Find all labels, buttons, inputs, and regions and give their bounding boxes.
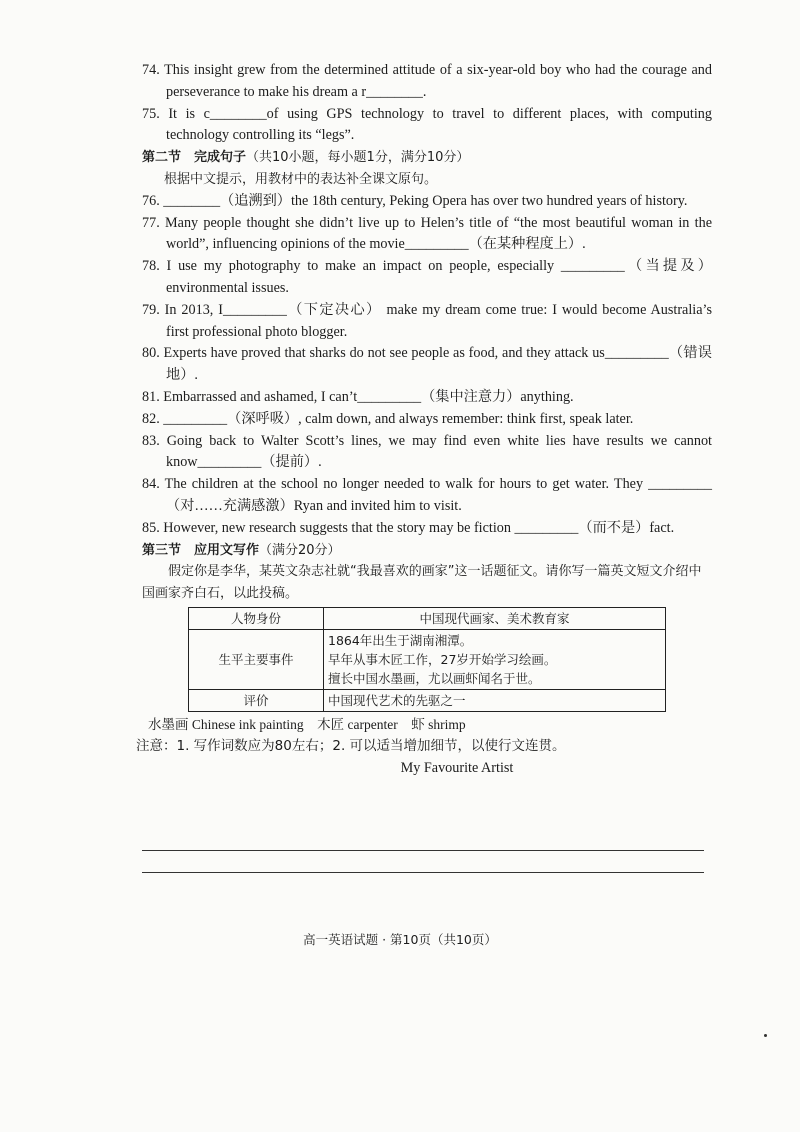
section2-title: 第二节 完成句子 (142, 150, 247, 166)
section2-instruction: 根据中文提示，用教材中的表达补全课文原句。 (164, 171, 438, 187)
row-label-evaluation: 评价 (189, 689, 324, 711)
scan-speck (764, 1034, 767, 1037)
event-line-3: 擅长中国水墨画，尤以画虾闻名于世。 (328, 670, 541, 686)
question-79: 79. In 2013, I_________（下定决心） make my dream come true: I would become Australia’s first professional photo blogger. (142, 301, 712, 340)
answer-line (142, 850, 704, 851)
question-83: 83. Going back to Walter Scott’s lines, we may find even white lies have results we cannot know_________（提前）. (142, 432, 712, 471)
row-value-evaluation: 中国现代艺术的先驱之一 (324, 689, 666, 711)
section3-heading (142, 540, 712, 562)
writing-notice: 注意：1. 写作词数应为80左右；2. 可以适当增加细节，以使行文连贯。 (136, 737, 566, 754)
question-81: 81. Embarrassed and ashamed, I can’t_________（集中注意力）anything. (142, 388, 574, 405)
question-76: 76. ________（追溯到）the 18th century, Peking Opera has over two hundred years of history. (142, 192, 688, 209)
info-table (188, 607, 666, 712)
question-74: 74. This insight grew from the determined attitude of a six-year-old boy who had the courage and perseverance to make his dream a r________. (142, 62, 712, 100)
row-value-events (324, 629, 666, 689)
question-84: 84. The children at the school no longer needed to walk for hours to get water. They _________（对……充满感激）Ryan and invited him to visit. (142, 476, 712, 514)
question-82: 82. _________（深呼吸）, calm down, and always remember: think first, speak later. (142, 410, 634, 427)
table-row (189, 629, 666, 689)
question-77: 77. Many people thought she didn’t live up to Helen’s title of “the most beautiful woman in the world”, influencing opinions of the movie_________（在某种程度上）. (142, 214, 712, 253)
answer-line (142, 872, 704, 873)
section2-note: （共10小题，每小题1分，满分10分） (246, 150, 470, 166)
question-78: 78. I use my photography to make an impact on people, especially _________（当提及）environmental issues. (142, 258, 712, 296)
section3-title: 第三节 应用文写作 (142, 542, 260, 558)
row-label-identity: 人物身份 (189, 607, 324, 629)
event-line-2: 早年从事木匠工作，27岁开始学习绘画。 (328, 651, 557, 667)
row-label-events: 生平主要事件 (189, 629, 324, 689)
event-line-1: 1864年出生于湖南湘潭。 (328, 632, 473, 648)
row-value-identity: 中国现代画家、美术教育家 (324, 607, 666, 629)
question-75: 75. It is c________of using GPS technology to travel to different places, with computing technology controlling its “legs”. (142, 105, 712, 144)
table-row (189, 607, 666, 629)
table-row (189, 689, 666, 711)
page-footer: 高一英语试题 · 第10页（共10页） (303, 932, 497, 947)
essay-title: My Favourite Artist (400, 759, 514, 776)
section3-prompt: 假定你是李华，某英文杂志社就“我最喜欢的画家”这一话题征文。请你写一篇英文短文介绍中国画家齐白石，以此投稿。 (142, 564, 702, 602)
section2-heading (142, 147, 712, 169)
question-85: 85. However, new research suggests that the story may be fiction _________（而不是）fact. (142, 519, 675, 536)
question-80: 80. Experts have proved that sharks do not see people as food, and they attack us_________（错误地）. (142, 345, 712, 384)
vocabulary-hints: 水墨画 Chinese ink painting 木匠 carpenter 虾 shrimp (148, 716, 466, 732)
page-content (136, 60, 712, 779)
section3-note: （满分20分） (259, 542, 341, 558)
